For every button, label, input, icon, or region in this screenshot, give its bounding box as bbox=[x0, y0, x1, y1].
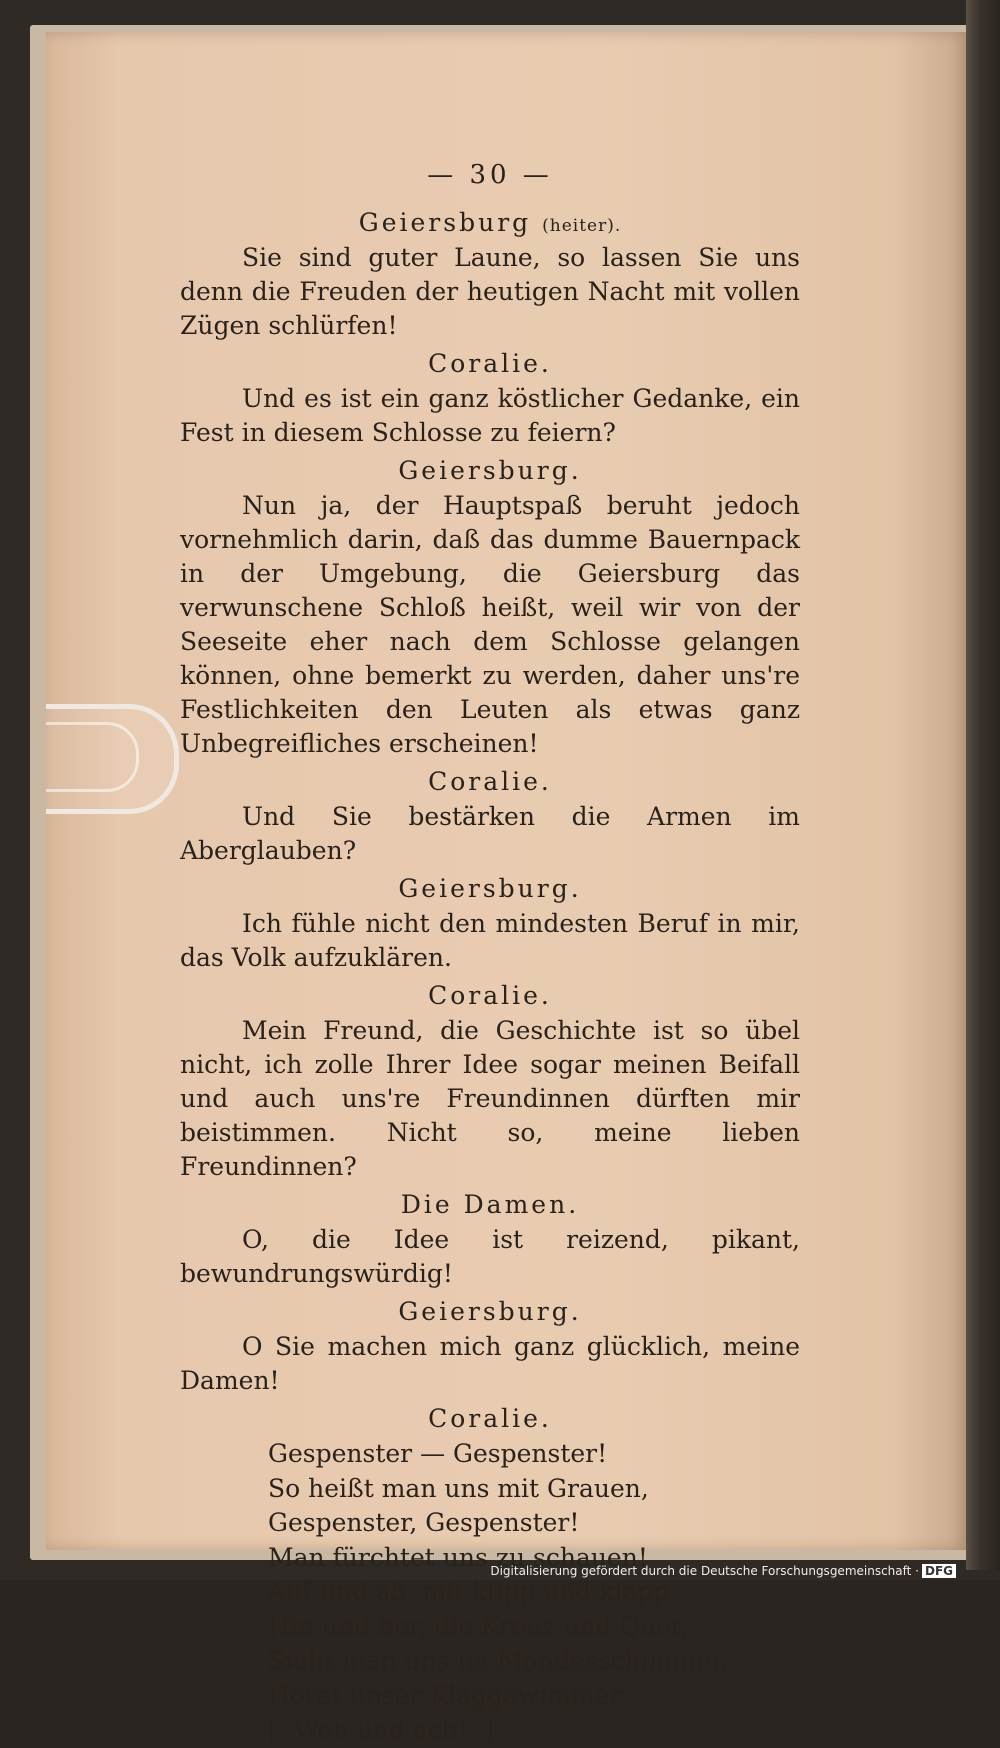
dialogue-line: Sie sind guter Laune, so lassen Sie uns denn die Freuden der heutigen Nacht mit vollen Zügen schlürfen! bbox=[180, 243, 800, 340]
footer-text: Digitalisierung gefördert durch die Deutsche Forschungsgemeinschaft · bbox=[490, 1564, 919, 1578]
book-spine bbox=[966, 0, 1000, 1570]
speaker-name bbox=[180, 1190, 800, 1219]
song-line: [: Weh und ach! :] bbox=[268, 1715, 494, 1744]
song-line: Gespenster, Gespenster! bbox=[268, 1508, 580, 1537]
speaker-label: Geiersburg. bbox=[398, 874, 582, 903]
song-line: Gespenster — Gespenster! bbox=[268, 1439, 608, 1468]
song-line: Hin und her, die Kreuz und Quer, bbox=[268, 1611, 689, 1641]
stage-direction: (heiter). bbox=[542, 216, 622, 236]
speaker-label: Geiersburg. bbox=[398, 456, 582, 485]
page-clip-inner bbox=[46, 722, 139, 792]
song-line: So heißt man uns mit Grauen, bbox=[268, 1473, 649, 1503]
dialogue-line: O Sie machen mich ganz glücklich, meine Damen! bbox=[180, 1332, 800, 1395]
speaker-name bbox=[180, 767, 800, 796]
dialogue-line: O, die Idee ist reizend, pikant, bewundrungswürdig! bbox=[180, 1225, 800, 1288]
footer-credit bbox=[490, 1564, 956, 1578]
speaker-name bbox=[180, 981, 800, 1010]
speaker-label: Coralie. bbox=[428, 767, 552, 796]
song-line: Auf und ab, mit klipp und klapp, bbox=[268, 1577, 678, 1606]
speaker-name bbox=[180, 1297, 800, 1326]
speaker-name bbox=[180, 456, 800, 485]
dialogue-line: Und es ist ein ganz köstlicher Gedanke, ein Fest in diesem Schlosse zu feiern? bbox=[180, 384, 800, 447]
speaker-name bbox=[180, 874, 800, 903]
speaker-name bbox=[180, 349, 800, 378]
speaker-label: Geiersburg. bbox=[398, 1297, 582, 1326]
speaker-label: Coralie. bbox=[428, 1404, 552, 1433]
dfg-logo: DFG bbox=[922, 1564, 956, 1578]
song-line: Man fürchtet uns zu schauen! bbox=[268, 1542, 648, 1572]
speaker-name bbox=[180, 208, 800, 237]
song-line: Sieht man uns im Mondesschimmer, bbox=[268, 1646, 728, 1675]
speaker-label: Geiersburg bbox=[358, 208, 532, 237]
song-verse bbox=[268, 1437, 800, 1748]
speaker-label: Coralie. bbox=[428, 349, 552, 378]
dialogue-line: Und Sie bestärken die Armen im Aberglauben? bbox=[180, 802, 800, 865]
song-line: Höret unser Klaggewimmer, bbox=[268, 1680, 627, 1710]
page-text bbox=[180, 160, 800, 1748]
dialogue bbox=[180, 208, 800, 1433]
dialogue-line: Ich fühle nicht den mindesten Beruf in mir, das Volk aufzuklären. bbox=[180, 909, 800, 972]
page-number: — 30 — bbox=[427, 160, 553, 190]
dialogue-line: Mein Freund, die Geschichte ist so übel nicht, ich zolle Ihrer Idee sogar meinen Beifall und auch uns're Freundinnen dürften mir beistimmen. Nicht so, meine lieben Freundinnen? bbox=[180, 1016, 800, 1181]
speaker-label: Die Damen. bbox=[400, 1190, 580, 1219]
speaker-name bbox=[180, 1404, 800, 1433]
dialogue-line: Nun ja, der Hauptspaß beruht jedoch vornehmlich darin, daß das dumme Bauernpack in der Umgebung, die Geiersburg das verwunschene Schloß heißt, weil wir von der Seeseite eher nach dem Schlosse gelangen können, ohne bemerkt zu werden, daher uns're Festlichkeiten den Leuten als etwas ganz Unbegreifliches erscheinen! bbox=[180, 491, 800, 758]
speaker-label: Coralie. bbox=[428, 981, 552, 1010]
